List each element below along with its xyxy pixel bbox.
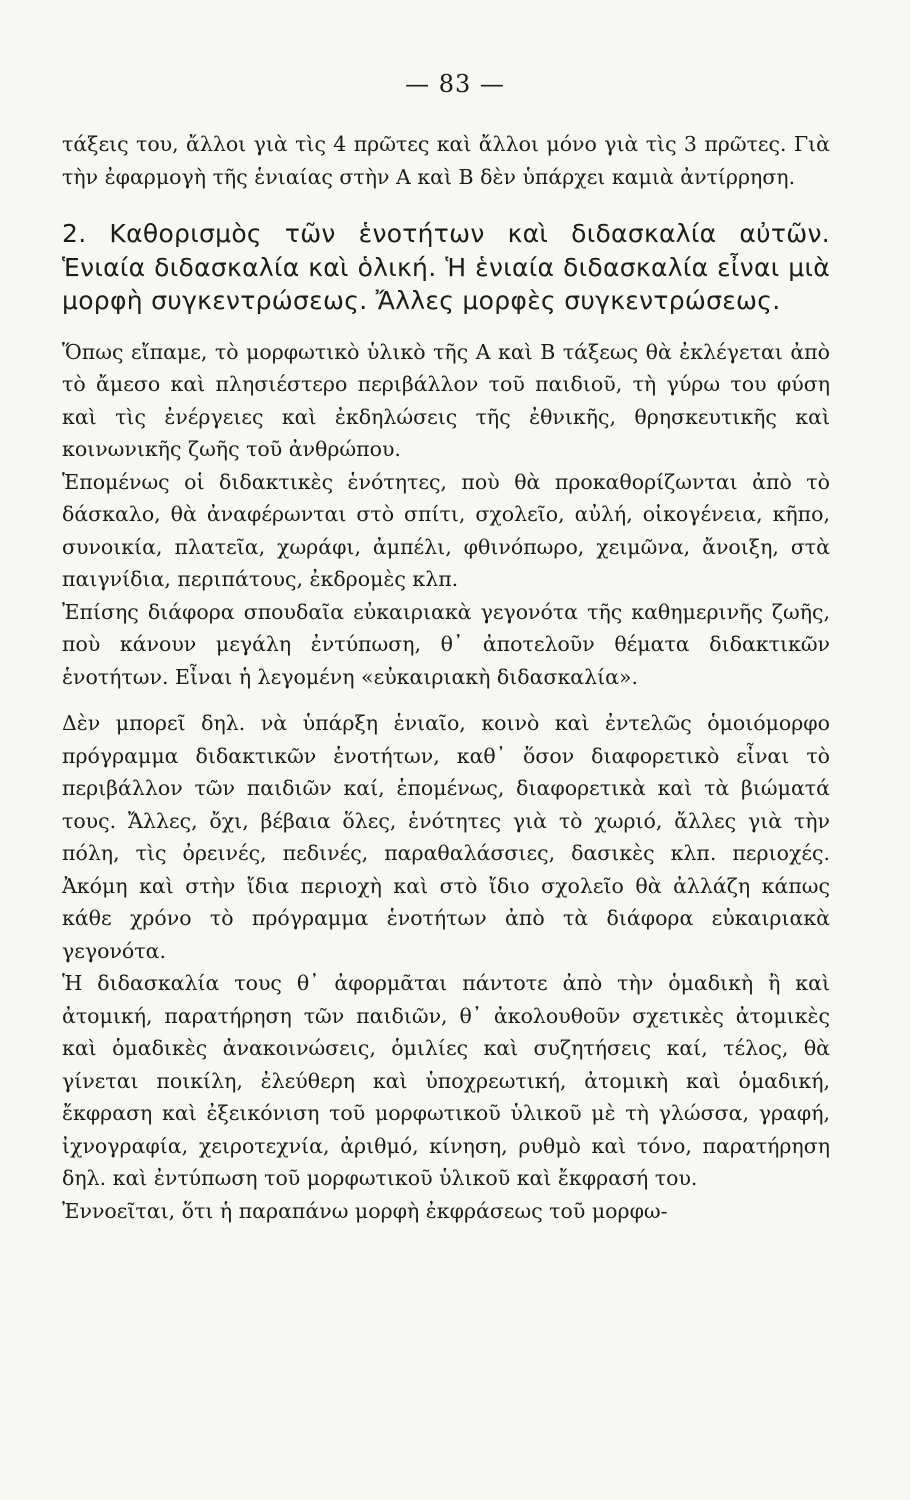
paragraph: Δὲν μπορεῖ δηλ. νὰ ὑπάρξη ἑνιαῖο, κοινὸ καὶ ἐντελῶς ὁμοιόμορφο πρόγραμμα διδακτικῶν ἑνοτήτων, καθ᾿ ὅσον διαφορετικὸ εἶναι τὸ περιβάλλον τῶν παιδιῶν καί, ἑπομένως, διαφορετικὰ καὶ τὰ βιώματά τους. Ἄλλες, ὄχι, βέβαια ὅλες, ἑνότητες γιὰ τὸ χωριό, ἄλλες γιὰ τὴν πόλη, τὶς ὀρεινές, πεδινές, παραθαλάσσιες, δασικὲς κλπ. περιοχές. Ἀκόμη καὶ στὴν ἴδια περιοχὴ καὶ στὸ ἴδιο σχολεῖο θὰ ἀλλάζη κάπως κάθε χρόνο τὸ πρόγραμμα ἑνοτήτων ἀπὸ τὰ διάφορα εὐκαιριακὰ γεγονότα. [62, 711, 830, 963]
paragraph-final: Ἐννοεῖται, ὅτι ἡ παραπάνω μορφὴ ἐκφράσεως τοῦ μορφω- [62, 1198, 668, 1223]
paragraph-spacer [62, 693, 830, 707]
page-number: — 83 — [405, 70, 505, 98]
paragraph: Ἑπομένως οἱ διδακτικὲς ἑνότητες, ποὺ θὰ προκαθορίζωνται ἀπὸ τὸ δάσκαλο, θὰ ἀναφέρωνται στὸ σπίτι, σχολεῖο, αὐλή, οἰκογένεια, κῆπο, συνοικία, πλατεῖα, χωράφι, ἀμπέλι, φθινόπωρο, χειμῶνα, ἄνοιξη, στὰ παιγνίδια, περιπάτους, ἐκδρομὲς κλπ. [62, 469, 830, 591]
section-heading: 2. Καθορισμὸς τῶν ἑνοτήτων καὶ διδασκαλία αὐτῶν. Ἑνιαία διδασκαλία καὶ ὁλική. Ἡ ἑνιαία διδασκαλία εἶναι μιὰ μορφὴ συγκεντρώσεως. Ἄλλες μορφὲς συγκεντρώσεως. [62, 219, 830, 315]
paragraph: Ἐπίσης διάφορα σπουδαῖα εὐκαιριακὰ γεγονότα τῆς καθημερινῆς ζωῆς, ποὺ κάνουν μεγάλη ἐντύπωση, θ᾿ ἀποτελοῦν θέματα διδακτικῶν ἑνοτήτων. Εἶναι ἡ λεγομένη «εὐκαιριακὴ διδασκαλία». [62, 599, 830, 689]
paragraph: Ὅπως εἴπαμε, τὸ μορφωτικὸ ὑλικὸ τῆς Α καὶ Β τάξεως θὰ ἐκλέγεται ἀπὸ τὸ ἄμεσο καὶ πλησιέστερο περιβάλλον τοῦ παιδιοῦ, τὴ γύρω του φύση καὶ τὶς ἐνέργειες καὶ ἐκδηλώσεις τῆς ἐθνικῆς, θρησκευτικῆς καὶ κοινωνικῆς ζωῆς τοῦ ἀνθρώπου. [62, 339, 830, 461]
page-content [62, 128, 830, 1227]
paragraph-continued: τάξεις του, ἄλλοι γιὰ τὶς 4 πρῶτες καὶ ἄλλοι μόνο γιὰ τὶς 3 πρῶτες. Γιὰ τὴν ἐφαρμογὴ τῆς ἑνιαίας στὴν Α καὶ Β δὲν ὑπάρχει καμιὰ ἀντίρρηση. [62, 132, 830, 189]
paragraph: Ἡ διδασκαλία τους θ᾿ ἀφορμᾶται πάντοτε ἀπὸ τὴν ὁμαδικὴ ἢ καὶ ἀτομική, παρατήρηση τῶν παιδιῶν, θ᾿ ἀκολουθοῦν σχετικὲς ἀτομικὲς καὶ ὁμαδικὲς ἀνακοινώσεις, ὁμιλίες καὶ συζητήσεις καί, τέλος, θὰ γίνεται ποικίλη, ἐλεύθερη καὶ ὑποχρεωτική, ἀτομικὴ καὶ ὁμαδική, ἔκφραση καὶ ἐξεικόνιση τοῦ μορφωτικοῦ ὑλικοῦ μὲ τὴ γλώσσα, γραφή, ἰχνογραφία, χειροτεχνία, ἀριθμό, κίνηση, ρυθμὸ καὶ τόνο, παρατήρηση δηλ. καὶ ἐντύπωση τοῦ μορφωτικοῦ ὑλικοῦ καὶ ἔκφρασή του. [62, 971, 830, 1190]
